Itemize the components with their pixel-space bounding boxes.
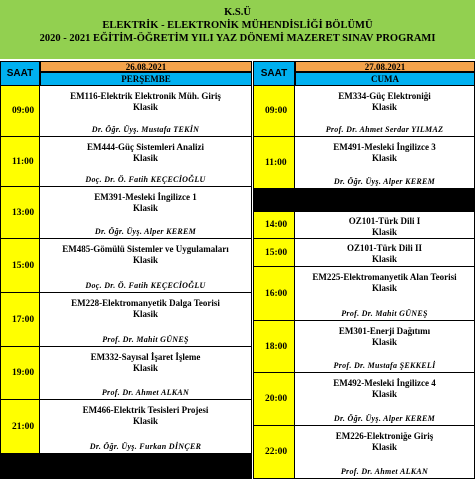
- exam-cell: [295, 321, 475, 373]
- time-cell: 14:00: [253, 212, 295, 239]
- exam-type: Klasik: [371, 337, 397, 347]
- course-name: EM225-Elektromanyetik Alan Teorisi: [312, 272, 457, 282]
- course-name: OZ101-Türk Dili I: [348, 216, 421, 226]
- instructor-name: Dr. Öğr. Üyş. Alper KEREM: [94, 227, 197, 236]
- program-title: 2020 - 2021 EĞİTİM-ÖĞRETİM YILI YAZ DÖNEMİ MAZERET SINAV PROGRAMI: [39, 33, 436, 44]
- exam-cell: [295, 267, 475, 321]
- time-cell: 09:00: [0, 86, 40, 137]
- instructor-name: Dr. Öğr. Üyş. Furkan DİNÇER: [89, 442, 202, 451]
- instructor-name: Dr. Öğr. Üyş. Alper KEREM: [333, 177, 436, 186]
- instructor-name: Prof. Dr. Mahit GÜNEŞ: [102, 335, 189, 344]
- time-cell: 21:00: [0, 400, 40, 454]
- saat-header-right: SAAT: [253, 61, 295, 86]
- instructor-name: Prof. Dr. Ahmet Serdar YILMAZ: [325, 125, 444, 134]
- course-name: EM444-Güç Sistemleri Analizi: [87, 142, 204, 152]
- exam-type: Klasik: [371, 254, 397, 264]
- exam-cell: [295, 373, 475, 426]
- exam-type: Klasik: [371, 102, 397, 112]
- instructor-name: Doç. Dr. Ö. Fatih KEÇECİOĞLU: [85, 281, 206, 290]
- department-title: ELEKTRİK - ELEKTRONİK MÜHENDİSLİĞİ BÖLÜMÜ: [102, 20, 373, 31]
- time-cell: 09:00: [253, 86, 295, 137]
- program-header: [0, 0, 475, 59]
- exam-type: Klasik: [132, 102, 158, 112]
- time-cell: 18:00: [253, 321, 295, 373]
- time-cell: 16:00: [253, 267, 295, 321]
- exam-type: Klasik: [132, 153, 158, 163]
- date-header-left: 26.08.2021: [40, 61, 252, 72]
- exam-type: Klasik: [132, 309, 158, 319]
- exam-type: Klasik: [132, 203, 158, 213]
- exam-cell: [295, 426, 475, 479]
- university-short-name: K.S.Ü: [224, 7, 251, 18]
- exam-cell: [40, 137, 252, 187]
- exam-type: Klasik: [371, 283, 397, 293]
- instructor-name: Prof. Dr. Ahmet ALKAN: [340, 467, 429, 476]
- course-name: EM391-Mesleki İngilizce 1: [94, 192, 197, 202]
- instructor-name: Doç. Dr. Ö. Fatih KEÇECİOĞLU: [85, 175, 206, 184]
- instructor-name: Prof. Dr. Ahmet ALKAN: [101, 388, 190, 397]
- time-cell: 11:00: [253, 137, 295, 189]
- course-name: EM228-Elektromanyetik Dalga Teorisi: [71, 298, 220, 308]
- empty-slot-bar: [253, 189, 475, 212]
- course-name: EM301-Enerji Dağıtımı: [338, 326, 431, 336]
- exam-type: Klasik: [132, 363, 158, 373]
- exam-type: Klasik: [371, 153, 397, 163]
- time-cell: 20:00: [253, 373, 295, 426]
- time-cell: 17:00: [0, 293, 40, 347]
- course-name: EM485-Gömülü Sistemler ve Uygulamaları: [62, 244, 229, 254]
- exam-type: Klasik: [371, 442, 397, 452]
- exam-cell: [40, 293, 252, 347]
- exam-cell: [40, 187, 252, 239]
- exam-type: Klasik: [132, 255, 158, 265]
- instructor-name: Prof. Dr. Mustafa ŞEKKELİ: [333, 361, 436, 370]
- exam-cell: [40, 86, 252, 137]
- instructor-name: Dr. Öğr. Üyş. Mustafa TEKİN: [91, 125, 200, 134]
- exam-cell: [295, 86, 475, 137]
- exam-cell: [40, 347, 252, 400]
- course-name: EM332-Sayısal İşaret İşleme: [90, 352, 201, 362]
- exam-cell: [295, 137, 475, 189]
- saat-header-left: SAAT: [0, 61, 40, 86]
- instructor-name: Prof. Dr. Mahit GÜNEŞ: [341, 309, 428, 318]
- date-header-right: 27.08.2021: [295, 61, 475, 72]
- course-name: EM491-Mesleki İngilizce 3: [333, 142, 436, 152]
- course-name: EM116-Elektrik Elektronik Müh. Giriş: [70, 91, 221, 101]
- instructor-name: Dr. Öğr. Üyş. Alper KEREM: [333, 414, 436, 423]
- course-name: EM466-Elektrik Tesisleri Projesi: [82, 405, 209, 415]
- empty-slot-bar: [0, 454, 252, 479]
- time-cell: 13:00: [0, 187, 40, 239]
- exam-cell: [295, 239, 475, 267]
- time-cell: 19:00: [0, 347, 40, 400]
- course-name: EM334-Güç Elektroniği: [338, 91, 431, 101]
- time-cell: 15:00: [253, 239, 295, 267]
- day-header-right: CUMA: [295, 72, 475, 86]
- exam-type: Klasik: [132, 416, 158, 426]
- exam-type: Klasik: [371, 389, 397, 399]
- exam-cell: [40, 400, 252, 454]
- exam-type: Klasik: [371, 227, 397, 237]
- exam-cell: [295, 212, 475, 239]
- day-header-left: PERŞEMBE: [40, 72, 252, 86]
- course-name: EM492-Mesleki İngilizce 4: [333, 378, 436, 388]
- time-cell: 22:00: [253, 426, 295, 479]
- exam-cell: [40, 239, 252, 293]
- course-name: EM226-Elektroniğe Giriş: [335, 431, 434, 441]
- time-cell: 15:00: [0, 239, 40, 293]
- course-name: OZ101-Türk Dili II: [346, 243, 422, 253]
- time-cell: 11:00: [0, 137, 40, 187]
